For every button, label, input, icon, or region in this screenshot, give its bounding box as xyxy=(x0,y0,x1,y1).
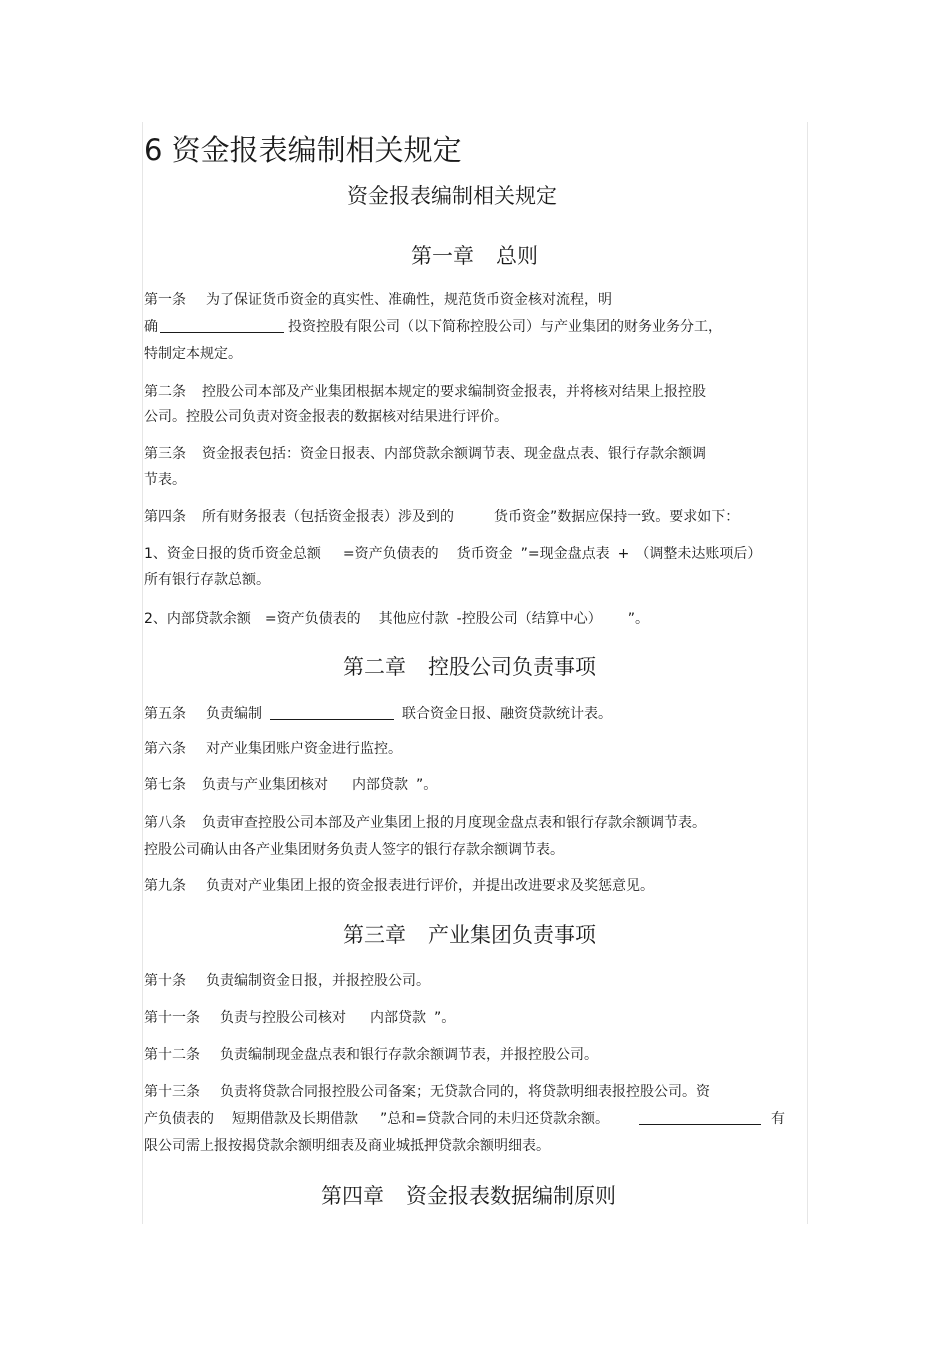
item-1-line-1 xyxy=(144,541,761,568)
chapter-number: 第二章 xyxy=(343,655,406,679)
article-text: 确 xyxy=(144,319,158,335)
article-number: 第九条 xyxy=(144,878,186,894)
article-number: 第十二条 xyxy=(144,1047,200,1063)
article-number: 第六条 xyxy=(144,741,186,757)
article-9 xyxy=(144,873,654,900)
article-text: 所有财务报表（包括资金报表）涉及到的 xyxy=(202,509,454,525)
item-text: =资产负债表的 xyxy=(342,546,439,562)
article-text: ”。 xyxy=(416,777,438,793)
main-title: 6 资金报表编制相关规定 xyxy=(144,133,462,167)
item-2 xyxy=(144,606,649,633)
article-text: ”。 xyxy=(434,1010,456,1026)
article-text: 负责审查控股公司本部及产业集团上报的月度现金盘点表和银行存款余额调节表。 xyxy=(202,815,706,831)
fill-in-blank xyxy=(270,705,394,720)
article-text: 控股公司本部及产业集团根据本规定的要求编制资金报表，并将核对结果上报控股 xyxy=(202,384,706,400)
article-number: 第五条 xyxy=(144,706,186,722)
article-text: ”总和 xyxy=(380,1111,416,1127)
quoted-term: 内部贷款 xyxy=(352,777,408,793)
article-1-line-2 xyxy=(144,314,722,341)
chapter-name: 控股公司负责事项 xyxy=(428,655,596,679)
chapter-3-heading xyxy=(343,919,596,949)
chapter-number: 第四章 xyxy=(321,1184,384,1208)
article-text: 为了保证货币资金的真实性、准确性，规范货币资金核对流程，明 xyxy=(206,292,612,308)
article-text: 资金报表包括：资金日报表、内部贷款余额调节表、现金盘点表、银行存款余额调 xyxy=(202,446,706,462)
item-text: （调整未达账项后） xyxy=(635,546,762,562)
article-number: 第八条 xyxy=(144,815,186,831)
article-3-line-2: 节表。 xyxy=(144,472,186,488)
quoted-term: 内部贷款 xyxy=(370,1010,426,1026)
article-text: 产负债表的 xyxy=(144,1111,214,1127)
article-6 xyxy=(144,736,402,763)
article-8-line-1 xyxy=(144,810,706,837)
item-text: ”。 xyxy=(627,611,649,627)
item-text: 1、资金日报的货币资金总额 xyxy=(144,546,321,562)
article-2-line-1 xyxy=(144,379,706,406)
article-number: 第四条 xyxy=(144,509,186,525)
chapter-2-heading xyxy=(343,651,596,681)
article-1-line-3: 特制定本规定。 xyxy=(144,346,242,362)
article-text: 联合资金日报、融资贷款统计表。 xyxy=(402,706,612,722)
item-text: ”=现金盘点表 xyxy=(520,546,610,562)
article-1-line-1 xyxy=(144,287,612,314)
article-13-line-2 xyxy=(144,1106,785,1133)
article-10 xyxy=(144,968,430,995)
chapter-name: 资金报表数据编制原则 xyxy=(406,1184,616,1208)
article-3-line-1 xyxy=(144,441,706,468)
chapter-number: 第三章 xyxy=(343,923,406,947)
article-13-line-1 xyxy=(144,1079,710,1106)
item-text: + xyxy=(617,546,630,562)
article-number: 第二条 xyxy=(144,384,186,400)
item-text: =资产负债表的 xyxy=(264,611,361,627)
chapter-number: 第一章 xyxy=(411,244,474,268)
article-8-line-2: 控股公司确认由各产业集团财务负责人签字的银行存款余额调节表。 xyxy=(144,842,564,858)
fill-in-blank xyxy=(160,318,284,333)
article-text: 负责对产业集团上报的资金报表进行评价，并提出改进要求及奖惩意见。 xyxy=(206,878,654,894)
article-text: =贷款合同的未归还贷款余额。 xyxy=(415,1111,609,1127)
sub-title: 资金报表编制相关规定 xyxy=(347,184,557,208)
article-7 xyxy=(144,772,437,799)
article-12 xyxy=(144,1042,598,1069)
article-text: 负责编制 xyxy=(206,706,262,722)
article-text: 负责与产业集团核对 xyxy=(202,777,328,793)
article-4-line-1 xyxy=(144,504,739,531)
article-11 xyxy=(144,1005,455,1032)
item-text: -控股公司（结算中心） xyxy=(456,611,602,627)
chapter-name: 产业集团负责事项 xyxy=(428,923,596,947)
item-text: 2、内部贷款余额 xyxy=(144,611,251,627)
fill-in-blank xyxy=(639,1110,761,1125)
chapter-1-heading xyxy=(411,240,538,270)
article-text: ”数据应保持一致。要求如下： xyxy=(550,509,740,525)
article-number: 第十三条 xyxy=(144,1084,200,1100)
article-text: 投资控股有限公司（以下简称控股公司）与产业集团的财务业务分工， xyxy=(288,319,722,335)
quoted-term: 货币资金 xyxy=(456,546,513,562)
article-text: 负责编制资金日报，并报控股公司。 xyxy=(206,973,430,989)
chapter-4-heading xyxy=(321,1180,616,1210)
article-number: 第三条 xyxy=(144,446,186,462)
article-5 xyxy=(144,701,612,728)
article-text: 负责将贷款合同报控股公司备案；无贷款合同的，将贷款明细表报控股公司。资 xyxy=(220,1084,710,1100)
quoted-term: 货币资金 xyxy=(494,509,550,525)
chapter-name: 总则 xyxy=(496,244,538,268)
quoted-term: 其他应付款 xyxy=(378,611,449,627)
article-number: 第十条 xyxy=(144,973,186,989)
article-2-line-2: 公司。控股公司负责对资金报表的数据核对结果进行评价。 xyxy=(144,409,508,425)
article-text: 负责编制现金盘点表和银行存款余额调节表，并报控股公司。 xyxy=(220,1047,598,1063)
article-text: 有 xyxy=(771,1111,785,1127)
article-number: 第七条 xyxy=(144,777,186,793)
item-1-line-2: 所有银行存款总额。 xyxy=(144,572,270,588)
article-number: 第一条 xyxy=(144,292,186,308)
article-text: 对产业集团账户资金进行监控。 xyxy=(206,741,402,757)
article-number: 第十一条 xyxy=(144,1010,200,1026)
quoted-term: 短期借款及长期借款 xyxy=(232,1111,358,1127)
article-text: 负责与控股公司核对 xyxy=(220,1010,346,1026)
article-13-line-3: 限公司需上报按揭贷款余额明细表及商业城抵押贷款余额明细表。 xyxy=(144,1138,550,1154)
